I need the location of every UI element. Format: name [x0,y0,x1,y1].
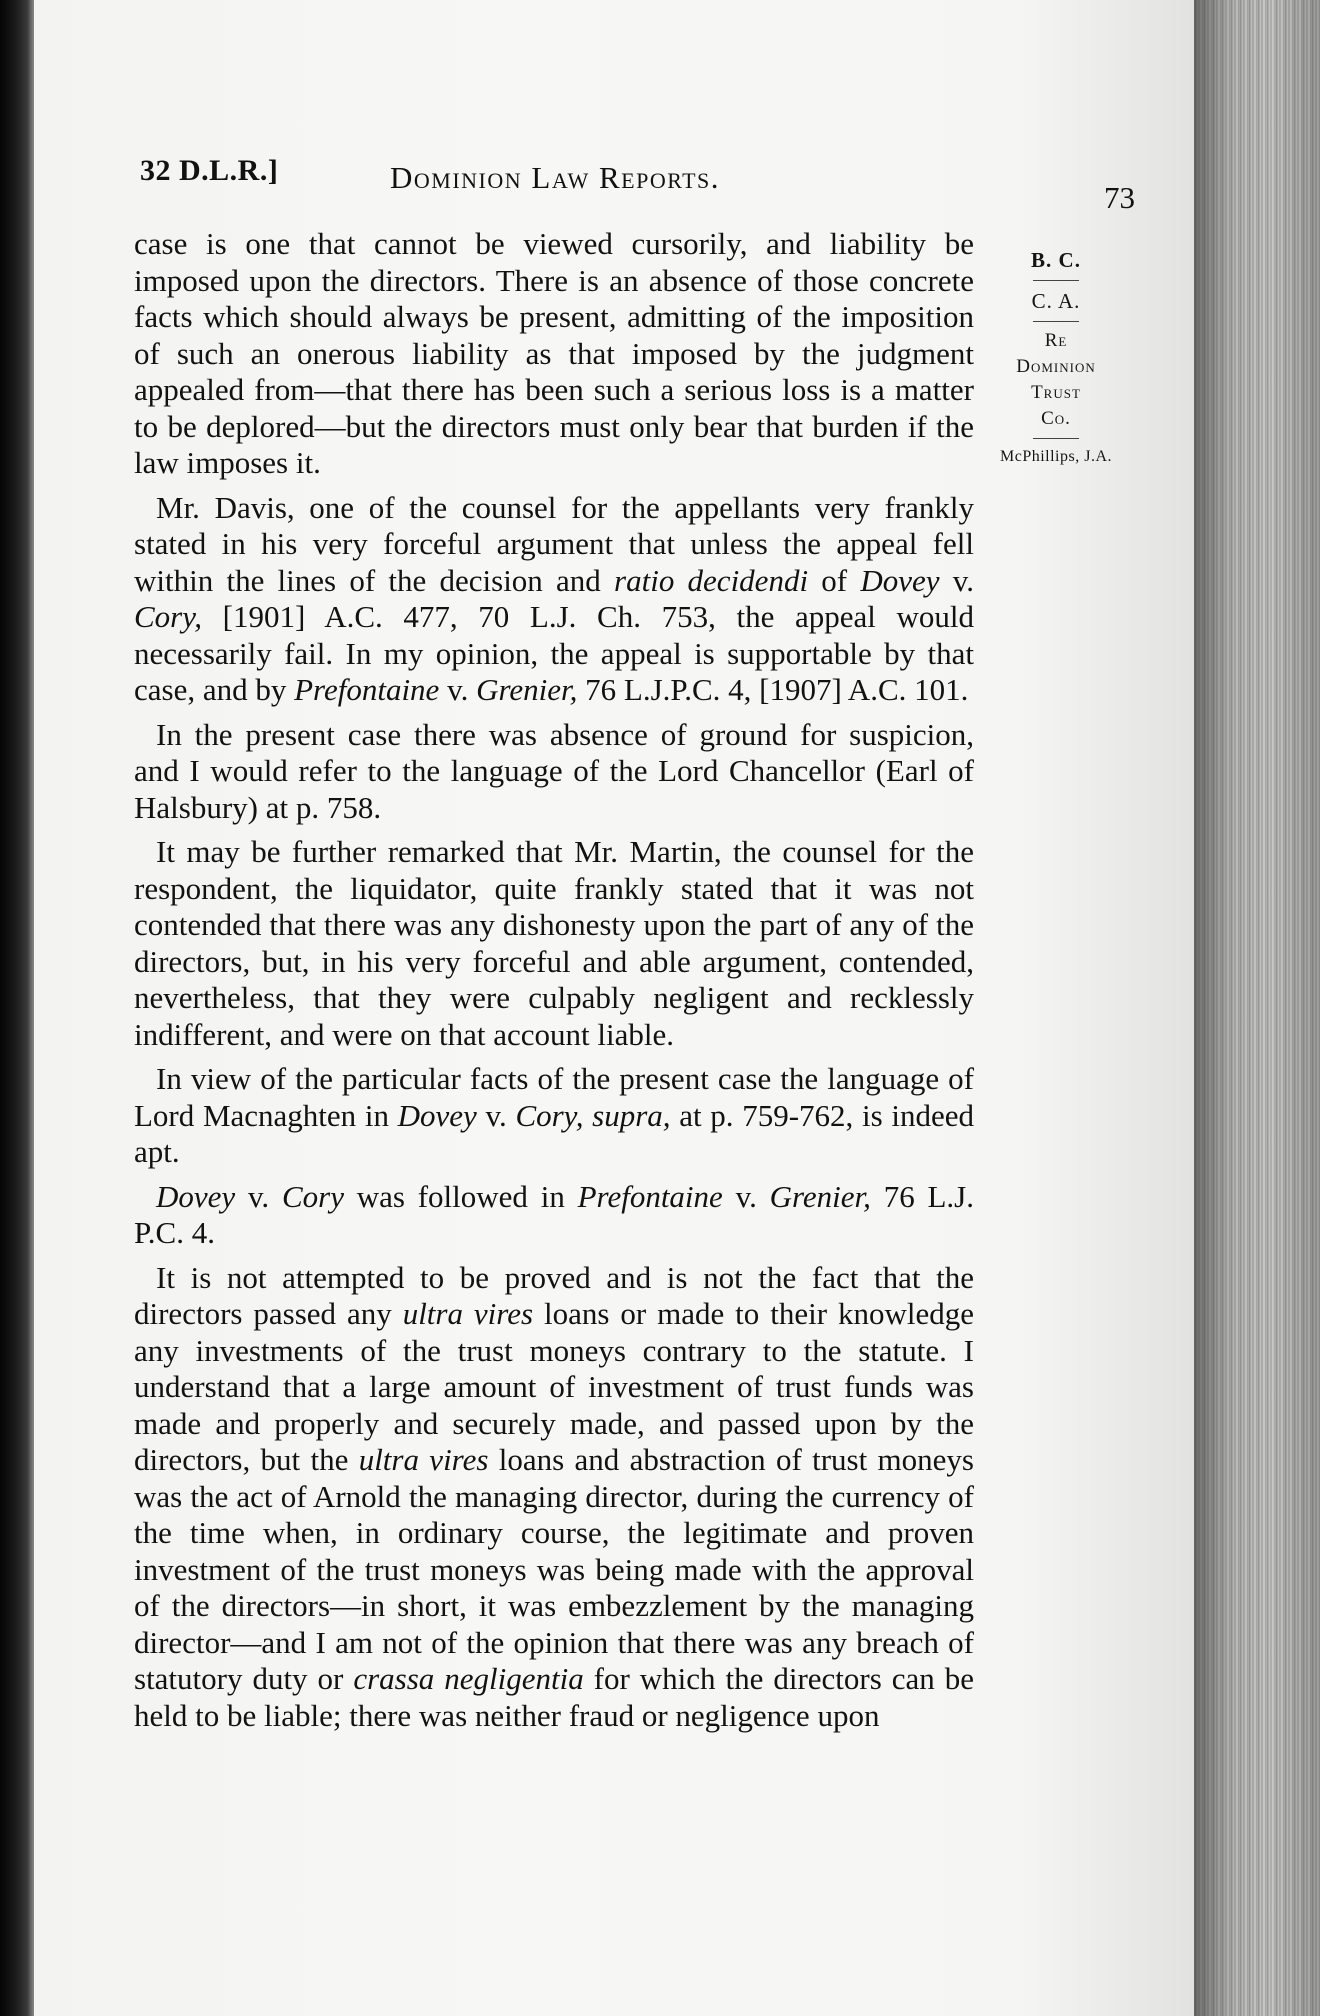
margin-case-name-line-2: Trust [1031,382,1081,403]
text-run: In the present case there was absence of ground for suspicion, and I would refer to the language of the Lord Chancellor (Earl of Halsbury) at p. 758. [134,716,974,825]
paragraph [134,834,974,1053]
italic-citation: Prefontaine [577,1178,723,1214]
text-run: v. [439,672,477,707]
margin-divider [1033,438,1079,439]
text-run: v. [235,1178,282,1214]
margin-divider [1033,321,1079,322]
italic-citation: Cory [281,1178,344,1214]
paragraph [134,717,974,827]
text-run: It is not attempted to be proved and is not the fact that the directors passed any [134,1259,974,1331]
paragraph [134,226,974,482]
text-run: v. [939,562,974,598]
italic-citation: Cory, supra, [515,1097,671,1133]
text-run: case is one that cannot be viewed cursorily, and liability be imposed upon the directors. There is an absence of those concrete facts which should always be present, admitting of the imposition of such an onerous liability as that imposed by the judgment appealed from—that there has been such a serious loss is a matter to be deplored—but the directors must only bear that burden if the law imposes it. [134,226,974,480]
text-run: Mr. Davis, one of the counsel for the appellants very frankly stated in his very forceful argument that unless the appeal fell within the lines of the decision and [134,489,974,598]
italic-citation: Dovey [397,1097,477,1133]
margin-province: B. C. [1031,248,1081,272]
text-run: v. [722,1178,770,1214]
margin-case-name-line-1: Dominion [1016,356,1096,377]
text-run: It may be further remarked that Mr. Martin, the counsel for the respondent, the liquidator, quite frankly stated that it was not contended that there was any dishonesty upon the part of any of the directors, but, in his very forceful and able argument, contended, nevertheless, that they were culpably negligent and recklessly indifferent, and were on that account liable. [134,834,974,1052]
italic-citation: ultra vires [402,1296,534,1331]
text-run: was followed in [343,1178,578,1214]
running-head-title: Dominion Law Reports. [390,160,720,195]
text-run: for which the directors can be held to be liable; there was neither fraud or negligence upon [134,1661,975,1733]
italic-citation: Cory, [134,599,203,634]
scan-border-left [0,0,34,2016]
italic-citation: Grenier, [769,1178,871,1214]
text-run: loans or made to their knowledge any investments of the trust moneys contrary to the statute. I understand that a large amount of investment of trust funds was made and properly and securely made, and passed upon by the directors, but the [134,1296,974,1477]
italic-citation: Dovey [860,562,940,598]
text-run: of [808,562,861,598]
running-head-volume: 32 D.L.R.] [140,154,279,187]
text-run: at p. 759-762, is indeed apt. [134,1097,974,1169]
margin-case-name-line-3: Co. [1041,408,1071,429]
paragraph [134,490,974,709]
text-run: In view of the particular facts of the present case the language of Lord Macnaghten in [134,1061,974,1133]
margin-court: C. A. [1031,289,1081,313]
italic-citation: Grenier, [476,672,578,707]
italic-citation: crassa negligentia [353,1661,584,1696]
book-edge-shadow [1194,0,1320,2016]
margin-case-re: Re [1044,330,1068,351]
text-run: [1901] A.C. 477, 70 L.J. Ch. 753, the appeal would necessarily fail. In my opinion, the appeal is supportable by that case, and by [134,599,974,707]
italic-citation: ultra vires [358,1442,489,1477]
margin-judge: McPhillips, J.A. [999,448,1112,465]
margin-divider [1033,280,1079,281]
page-number: 73 [1104,180,1135,215]
judgment-body [134,226,974,1742]
margin-note [982,246,1130,469]
italic-citation: ratio decidendi [614,562,809,598]
italic-citation: Prefontaine [294,672,440,707]
text-run: loans and abstraction of trust moneys was the act of Arnold the managing director, during the currency of the time when, in ordinary course, the legitimate and proven investment of the trust moneys was being made with the approval of the directors—in short, it was embezzlement by the managing director—and I am not of the opinion that there was any breach of statutory duty or [134,1442,974,1696]
text-run: v. [476,1097,516,1133]
paragraph [134,1260,974,1735]
text-run: 76 L.J. P.C. 4. [134,1178,974,1250]
paragraph [134,1061,974,1171]
italic-citation: Dovey [156,1178,236,1214]
paragraph [134,1179,974,1252]
text-run: 76 L.J.P.C. 4, [1907] A.C. 101. [577,672,969,707]
